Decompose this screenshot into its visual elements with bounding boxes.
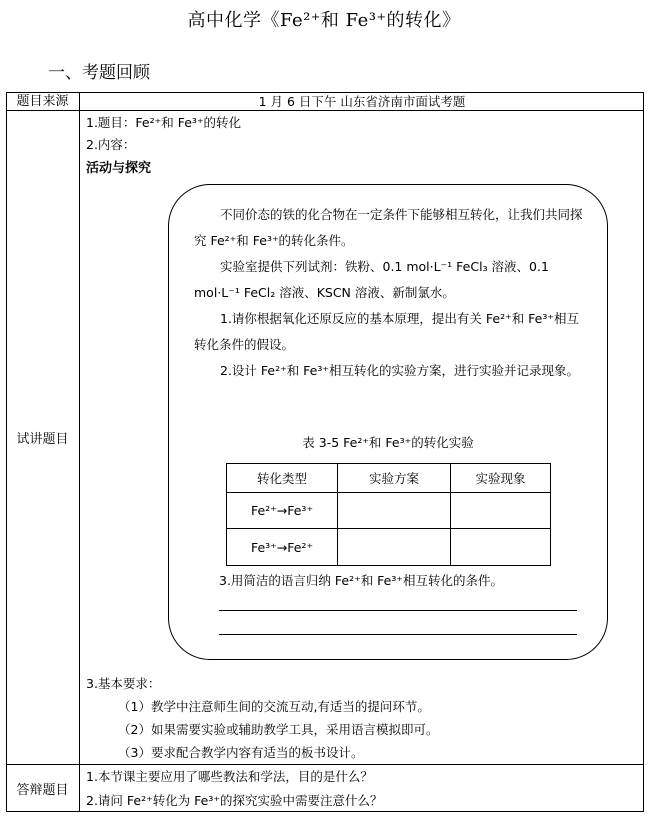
table-header: 转化类型 — [227, 464, 338, 493]
table-cell — [451, 493, 551, 529]
section-heading: 一、考题回顾 — [48, 63, 150, 83]
table-header: 实验方案 — [338, 464, 451, 493]
table-cell — [338, 493, 451, 529]
table-row — [227, 493, 551, 529]
activity-question-2: 2.设计 Fe²⁺和 Fe³⁺相互转化的实验方案，进行实验并记录现象。 — [220, 363, 579, 378]
lecture-label: 试讲题目 — [16, 432, 69, 447]
activity-reagents: 实验室提供下列试剂：铁粉、0.1 mol·L⁻¹ FeCl₃ 溶液、0.1 mol·L⁻¹ FeCl₂ 溶液、KSCN 溶液、新制氯水。 — [194, 259, 549, 300]
activity-question-1: 1.请你根据氧化还原反应的基本原理，提出有关 Fe²⁺和 Fe³⁺相互转化条件的假设。 — [194, 311, 579, 352]
defense-label: 答辩题目 — [16, 783, 69, 798]
conversion-table — [226, 463, 551, 566]
column-divider — [79, 92, 80, 812]
page-title: 高中化学《Fe²⁺和 Fe³⁺的转化》 — [187, 10, 461, 31]
table-cell: Fe²⁺→Fe³⁺ — [227, 493, 338, 529]
requirement-item: （2）如果需要实验或辅助教学工具，采用语言模拟即可。 — [118, 722, 439, 737]
lecture-item-content: 2.内容： — [86, 137, 136, 152]
activity-intro: 不同价态的铁的化合物在一定条件下能够相互转化，让我们共同探究 Fe²⁺和 Fe³⁺的转化条件。 — [194, 207, 583, 248]
row-divider — [6, 110, 644, 111]
table-cell: Fe³⁺→Fe²⁺ — [227, 529, 338, 566]
answer-line — [219, 634, 577, 635]
defense-question: 1.本节课主要应用了哪些教法和学法，目的是什么？ — [86, 769, 373, 784]
requirements-heading: 3.基本要求： — [86, 676, 161, 691]
source-label: 题目来源 — [16, 94, 69, 109]
defense-question: 2.请问 Fe²⁺转化为 Fe³⁺的探究实验中需要注意什么？ — [86, 793, 383, 808]
table-header: 实验现象 — [451, 464, 551, 493]
requirement-item: （3）要求配合教学内容有适当的板书设计。 — [118, 745, 364, 760]
activity-heading: 活动与探究 — [86, 161, 152, 176]
answer-line — [219, 610, 577, 611]
requirement-item: （1）教学中注意师生间的交流互动,有适当的提问环节。 — [118, 699, 430, 714]
row-divider — [6, 764, 644, 765]
table-caption: 表 3-5 Fe²⁺和 Fe³⁺的转化实验 — [302, 435, 474, 450]
lecture-item-topic: 1.题目：Fe²⁺和 Fe³⁺的转化 — [86, 115, 242, 130]
activity-question-3: 3.用简洁的语言归纳 Fe²⁺和 Fe³⁺相互转化的条件。 — [219, 573, 503, 588]
source-value: 1 月 6 日下午 山东省济南市面试考题 — [258, 94, 466, 109]
table-cell — [451, 529, 551, 566]
table-cell — [338, 529, 451, 566]
table-row — [227, 529, 551, 566]
